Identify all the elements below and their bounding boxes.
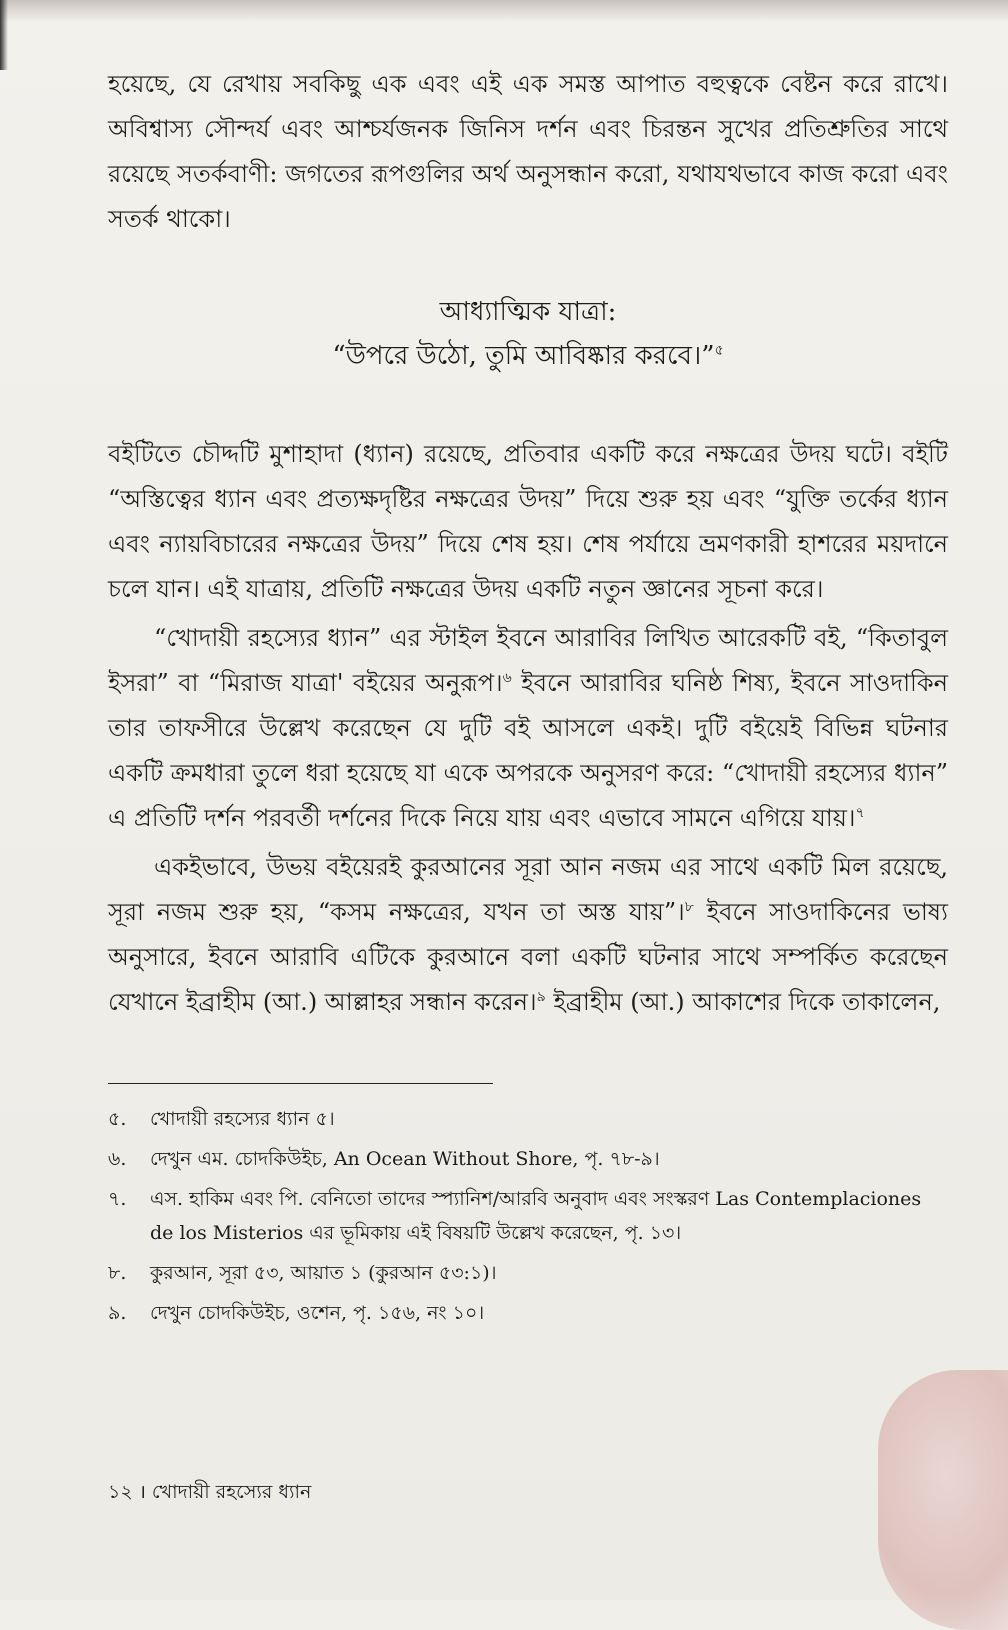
page-top-shadow — [0, 0, 1008, 22]
footnote-ref[interactable]: ৮ — [684, 899, 694, 915]
section-heading — [108, 290, 948, 378]
paragraph-text: একইভাবে, উভয় বইয়েরই কুরআনের সূরা আন নজম এর সাথে একটি মিল রয়েছে, সূরা নজম শুরু হয়, “কসম নক্ষত্রের, যখন তা অস্ত যায়”। — [108, 853, 948, 926]
footnote-text: দেখুন এম. চোদকিউইচ, An Ocean Without Shore, পৃ. ৭৮-৯। — [150, 1148, 660, 1170]
footnote-number: ৯. — [108, 1302, 127, 1324]
footnote-item — [108, 1102, 948, 1136]
footnote-ref[interactable]: ৫ — [714, 342, 724, 359]
footnote-ref[interactable]: ৬ — [502, 670, 512, 686]
paragraph-text: ইবনে আরাবির ঘনিষ্ঠ শিষ্য, ইবনে সাওদাকিন তার তাফসীরে উল্লেখ করেছেন যে দুটি বই আসলে একই। দুটি বইয়েই বিভিন্ন ঘটনার একটি ক্রমধারা তুলে ধরা হয়েছে যা একে অপরকে অনুসরণ করে: “খোদায়ী রহস্যের ধ্যান” এ প্রতিটি দর্শন পরবর্তী দর্শনের দিকে নিয়ে যায় এবং এভাবে সামনে এগিয়ে যায়। — [108, 669, 949, 832]
paragraph-text: “খোদায়ী রহস্যের ধ্যান” এর স্টাইল ইবনে আরাবির লিখিত আরেকটি বই, “কিতাবুল ইসরা” বা “মিরাজ যাত্রা' বইয়ের অনুরূপ। — [108, 624, 948, 697]
footnote-ref[interactable]: ৯ — [536, 989, 546, 1005]
footnote-text: দেখুন চোদকিউইচ, ওশেন, পৃ. ১৫৬, নং ১০। — [150, 1302, 485, 1324]
footnote-item — [108, 1256, 948, 1290]
footnote-item — [108, 1296, 948, 1330]
footnotes — [108, 1102, 948, 1330]
page-content — [108, 62, 948, 1336]
heading-title: আধ্যাত্মিক যাত্রা: — [439, 297, 617, 327]
footnote-text: খোদায়ী রহস্যের ধ্যান ৫। — [150, 1108, 335, 1130]
page-number: ১২ — [108, 1481, 133, 1503]
paragraph-style — [108, 616, 948, 841]
footnote-number: ৫. — [108, 1108, 127, 1130]
paragraph-meditations: বইটিতে চৌদ্দটি মুশাহাদা (ধ্যান) রয়েছে, প্রতিবার একটি করে নক্ষত্রের উদয় ঘটে। বইটি “অস্তিত্বের ধ্যান এবং প্রত্যক্ষদৃষ্টির নক্ষত্রের উদয়” দিয়ে শুরু হয় এবং “যুক্তি তর্কের ধ্যান এবং ন্যায়বিচারের নক্ষত্রের উদয়” দিয়ে শেষ হয়। শেষ পর্যায়ে ভ্রমণকারী হাশরের ময়দানে চলে যান। এই যাত্রায়, প্রতিটি নক্ষত্রের উদয় একটি নতুন জ্ঞানের সূচনা করে। — [108, 440, 948, 603]
footnote-text: কুরআন, সূরা ৫৩, আয়াত ১ (কুরআন ৫৩:১)। — [150, 1262, 497, 1284]
paragraph-text: ইব্রাহীম (আ.) আকাশের দিকে তাকালেন, — [545, 988, 941, 1016]
footnote-item — [108, 1182, 948, 1250]
paragraph-surah — [108, 845, 948, 1025]
thumb-overlay — [878, 1370, 1008, 1630]
footnote-divider — [108, 1083, 493, 1084]
footnote-text: এস. হাকিম এবং পি. বেনিতো তাদের স্প্যানিশ/আরবি অনুবাদ এবং সংস্করণ Las Contemplaciones de los Misterios এর ভূমিকায় এই বিষয়টি উল্লেখ করেছেন, পৃ. ১৩। — [150, 1188, 922, 1244]
running-title: খোদায়ী রহস্যের ধ্যান — [151, 1481, 312, 1503]
footnote-number: ৬. — [108, 1148, 127, 1170]
heading-quote: “উপরে উঠো, তুমি আবিষ্কার করবে।” — [332, 341, 715, 371]
footnote-ref[interactable]: ৭ — [855, 805, 865, 821]
paragraph-continued: হয়েছে, যে রেখায় সবকিছু এক এবং এই এক সমস্ত আপাত বহুত্বকে বেষ্টন করে রাখে। অবিশ্বাস্য সৌন্দর্য এবং আশ্চর্যজনক জিনিস দর্শন এবং চিরন্তন সুখের প্রতিশ্রুতির সাথে রয়েছে সতর্কবাণী: জগতের রূপগুলির অর্থ অনুসন্ধান করো, যথাযথভাবে কাজ করো এবং সতর্ক থাকো। — [108, 70, 948, 233]
footnote-number: ৮. — [108, 1262, 127, 1284]
page-footer — [108, 1478, 311, 1506]
page-left-edge — [0, 0, 8, 70]
paragraph-text: ইবনে সাওদাকিনের ভাষ্য অনুসারে, ইবনে আরাবি এটিকে কুরআনে বলা একটি ঘটনার সাথে সম্পর্কিত করেছেন যেখানে ইব্রাহীম (আ.) আল্লাহর সন্ধান করেন। — [108, 898, 948, 1016]
heading-subtitle — [108, 334, 948, 378]
footnote-item — [108, 1142, 948, 1176]
footnote-number: ৭. — [108, 1188, 127, 1210]
footer-separator: । — [138, 1481, 146, 1503]
